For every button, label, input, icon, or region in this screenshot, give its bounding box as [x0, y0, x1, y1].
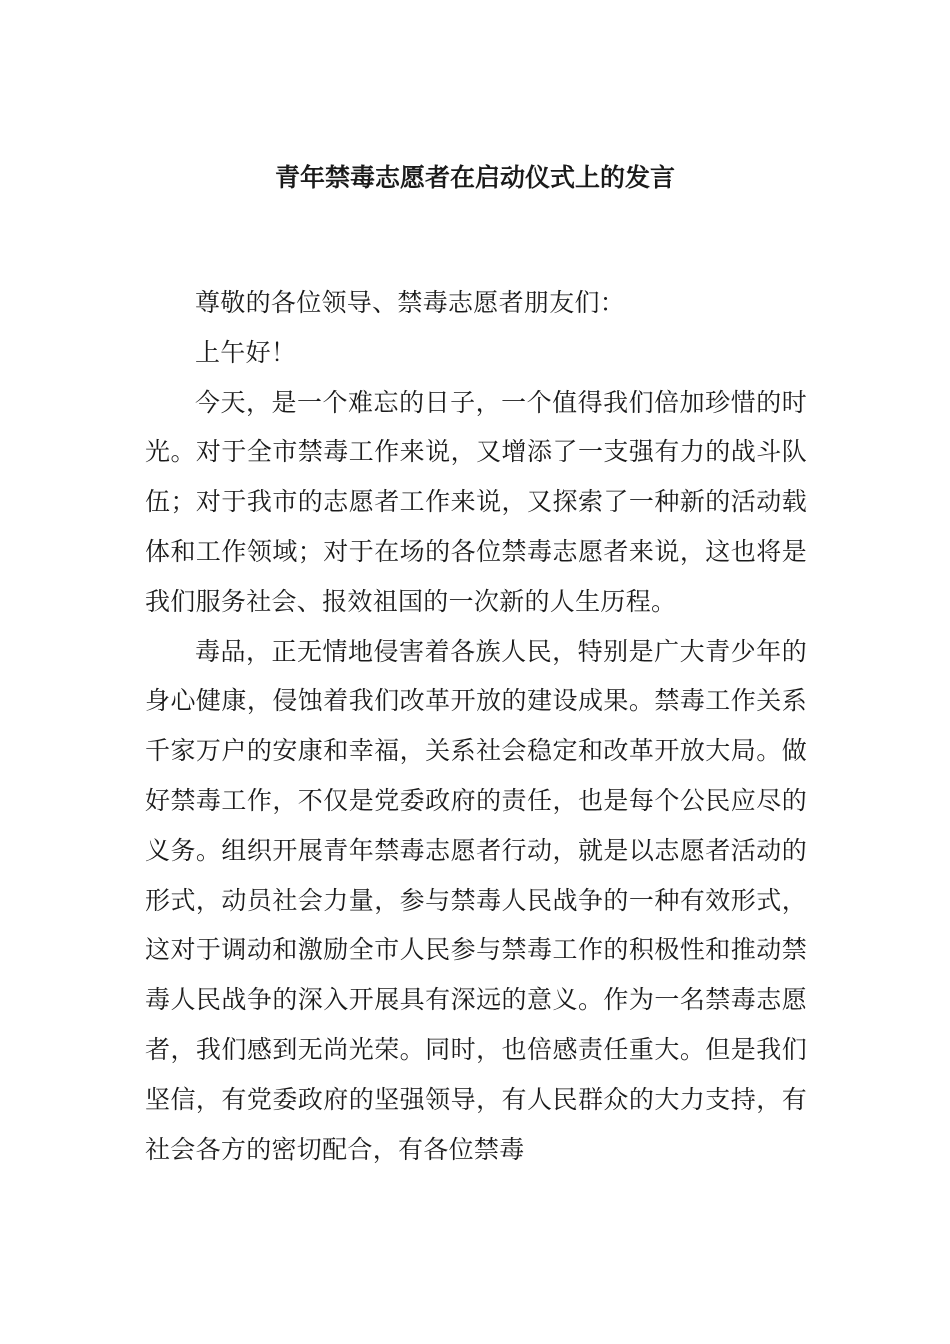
body-paragraph-2: 毒品，正无情地侵害着各族人民，特别是广大青少年的身心健康，侵蚀着我们改革开放的建设成果。禁毒工作关系千家万户的安康和幸福，关系社会稳定和改革开放大局。做好禁毒工作，不仅是党委政府的责任，也是每个公民应尽的义务。组织开展青年禁毒志愿者行动，就是以志愿者活动的形式，动员社会力量，参与禁毒人民战争的一种有效形式，这对于调动和激励全市人民参与禁毒工作的积极性和推动禁毒人民战争的深入开展具有深远的意义。作为一名禁毒志愿者，我们感到无尚光荣。同时，也倍感责任重大。但是我们坚信，有党委政府的坚强领导，有人民群众的大力支持，有社会各方的密切配合，有各位禁毒	[145, 636, 807, 1164]
document-body	[145, 278, 807, 1174]
greeting-paragraph: 上午好！	[195, 337, 297, 367]
salutation-paragraph: 尊敬的各位领导、禁毒志愿者朋友们：	[195, 288, 626, 317]
body-paragraph-1: 今天，是一个难忘的日子，一个值得我们倍加珍惜的时光。对于全市禁毒工作来说，又增添了一支强有力的战斗队伍；对于我市的志愿者工作来说，又探索了一种新的活动载体和工作领域；对于在场的各位禁毒志愿者来说，这也将是我们服务社会、报效祖国的一次新的人生历程。	[145, 387, 807, 616]
document-title: 青年禁毒志愿者在启动仪式上的发言	[274, 163, 675, 192]
